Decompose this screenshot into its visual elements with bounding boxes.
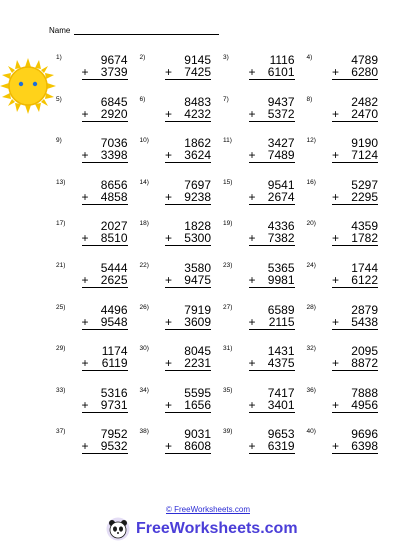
problem-number: 40) <box>306 428 316 436</box>
addend-bottom: 1782 <box>351 231 378 246</box>
addend-top: 1744 <box>351 260 378 275</box>
addend-top: 9674 <box>100 53 128 67</box>
addend-bottom-row <box>332 66 378 80</box>
addend-bottom-row <box>249 274 295 288</box>
addend-bottom: 3624 <box>184 148 211 163</box>
addend-top: 5444 <box>100 260 128 275</box>
addend-bottom: 2674 <box>267 189 295 204</box>
addend-bottom: 6101 <box>267 65 295 79</box>
plus-operator: + <box>165 314 173 329</box>
addend-bottom: 6119 <box>101 356 128 371</box>
problem-number: 36) <box>306 386 316 394</box>
addition-stack <box>332 179 378 205</box>
addend-bottom-row <box>82 108 128 122</box>
addend-bottom: 5372 <box>267 106 295 121</box>
addend-bottom-row <box>249 440 295 454</box>
addend-bottom: 7489 <box>267 148 295 163</box>
plus-operator: + <box>81 356 89 371</box>
addition-stack <box>332 262 378 288</box>
name-blank-line[interactable] <box>74 26 219 35</box>
addend-top: 6589 <box>267 302 295 317</box>
addend-bottom: 9731 <box>100 397 128 412</box>
addend-bottom: 1656 <box>184 397 211 412</box>
addend-bottom: 8608 <box>184 439 211 454</box>
panda-logo-icon <box>106 517 130 541</box>
addend-bottom: 3609 <box>184 314 211 329</box>
addend-bottom: 6122 <box>351 272 378 287</box>
problem-8 <box>305 94 389 136</box>
problem-38 <box>138 426 222 468</box>
addend-bottom-row <box>165 232 211 246</box>
addend-bottom-row <box>332 108 378 122</box>
plus-operator: + <box>248 439 256 454</box>
addition-stack <box>165 304 211 330</box>
addend-bottom-row <box>82 191 128 205</box>
problem-number: 1) <box>56 54 62 61</box>
addition-stack <box>165 179 211 205</box>
problem-17 <box>54 218 138 260</box>
addend-top: 2095 <box>351 344 378 359</box>
addend-bottom-row <box>165 191 211 205</box>
problem-number: 23) <box>223 261 233 269</box>
problem-number: 2) <box>139 54 146 61</box>
plus-operator: + <box>165 148 173 163</box>
problem-number: 21) <box>56 261 66 269</box>
addition-stack <box>82 220 128 246</box>
problem-grid <box>54 52 388 468</box>
problem-15 <box>221 177 305 219</box>
problem-number: 32) <box>306 345 316 353</box>
addition-stack <box>165 262 211 288</box>
addition-stack <box>332 137 378 163</box>
problem-number: 24) <box>306 261 316 269</box>
plus-operator: + <box>332 65 340 79</box>
plus-operator: + <box>165 439 173 454</box>
addition-stack <box>249 428 295 454</box>
addend-bottom: 2115 <box>268 314 295 329</box>
addition-stack <box>165 137 211 163</box>
addend-bottom: 2470 <box>351 106 378 121</box>
problem-32 <box>305 343 389 385</box>
problem-number: 7) <box>223 95 229 103</box>
addend-top: 7919 <box>184 302 211 317</box>
problem-1 <box>54 52 138 94</box>
addend-bottom-row <box>82 66 128 80</box>
addend-top: 1116 <box>269 53 295 67</box>
addition-stack <box>165 428 211 454</box>
addend-bottom: 8510 <box>100 231 128 246</box>
problem-29 <box>54 343 138 385</box>
addend-bottom: 3401 <box>267 397 295 412</box>
plus-operator: + <box>332 148 340 163</box>
addition-stack <box>249 54 295 80</box>
problem-number: 11) <box>223 137 232 145</box>
addition-stack <box>82 179 128 205</box>
addend-top: 6845 <box>100 94 128 109</box>
problem-23 <box>221 260 305 302</box>
problem-14 <box>138 177 222 219</box>
addend-top: 9696 <box>351 427 378 442</box>
plus-operator: + <box>165 231 173 246</box>
problem-9 <box>54 135 138 177</box>
problem-number: 37) <box>56 428 66 436</box>
addend-bottom-row <box>165 399 211 413</box>
problem-18 <box>138 218 222 260</box>
addend-top: 9190 <box>351 136 378 151</box>
addend-bottom: 7425 <box>184 65 211 79</box>
addend-bottom-row <box>332 149 378 163</box>
problem-27 <box>221 302 305 344</box>
addition-stack <box>249 220 295 246</box>
problem-34 <box>138 385 222 427</box>
addition-stack <box>82 96 128 122</box>
addend-top: 5365 <box>267 260 295 275</box>
addend-top: 1174 <box>101 344 128 359</box>
plus-operator: + <box>165 356 173 371</box>
addend-bottom: 8872 <box>351 356 378 371</box>
addend-top: 9653 <box>267 427 295 442</box>
problem-number: 27) <box>223 303 233 311</box>
addend-top: 7888 <box>351 385 378 400</box>
addend-top: 7952 <box>100 427 128 442</box>
addend-bottom-row <box>165 149 211 163</box>
addition-stack <box>249 262 295 288</box>
problem-12 <box>305 135 389 177</box>
addend-top: 2027 <box>100 219 128 234</box>
addend-top: 7036 <box>100 136 128 151</box>
addend-top: 4336 <box>267 219 295 234</box>
addend-bottom: 4858 <box>100 189 128 204</box>
addition-stack <box>249 137 295 163</box>
addend-bottom-row <box>249 357 295 371</box>
problem-31 <box>221 343 305 385</box>
addend-bottom-row <box>165 66 211 80</box>
addition-stack <box>82 262 128 288</box>
problem-number: 20) <box>306 220 316 228</box>
addend-bottom: 2625 <box>100 272 128 287</box>
addition-stack <box>332 220 378 246</box>
problem-28 <box>305 302 389 344</box>
problem-13 <box>54 177 138 219</box>
addition-stack <box>249 179 295 205</box>
addend-bottom-row <box>332 440 378 454</box>
problem-36 <box>305 385 389 427</box>
problem-30 <box>138 343 222 385</box>
addend-bottom: 4232 <box>184 106 211 121</box>
problem-number: 3) <box>223 54 229 61</box>
plus-operator: + <box>332 356 340 371</box>
name-field <box>49 26 219 35</box>
copyright-link[interactable]: © FreeWorksheets.com <box>166 505 250 514</box>
plus-operator: + <box>165 189 173 204</box>
addend-bottom: 4375 <box>267 356 295 371</box>
brand-logo[interactable] <box>106 517 298 541</box>
addend-bottom: 6398 <box>351 439 378 454</box>
problem-number: 15) <box>223 178 233 186</box>
addend-bottom: 7124 <box>351 148 378 163</box>
problem-number: 33) <box>56 386 66 394</box>
addend-bottom: 7382 <box>267 231 295 246</box>
addend-bottom-row <box>165 274 211 288</box>
addend-bottom-row <box>249 66 295 80</box>
addend-bottom: 9981 <box>267 272 295 287</box>
problem-5 <box>54 94 138 136</box>
problem-number: 28) <box>306 303 316 311</box>
addition-stack <box>165 220 211 246</box>
plus-operator: + <box>165 397 173 412</box>
problem-number: 29) <box>56 345 66 353</box>
plus-operator: + <box>332 314 340 329</box>
problem-number: 25) <box>56 303 66 311</box>
addend-bottom-row <box>332 399 378 413</box>
addend-bottom-row <box>82 232 128 246</box>
addition-stack <box>332 428 378 454</box>
addend-top: 9437 <box>267 94 295 109</box>
problem-25 <box>54 302 138 344</box>
plus-operator: + <box>81 397 89 412</box>
addend-bottom-row <box>249 149 295 163</box>
addend-top: 5297 <box>351 177 378 192</box>
problem-11 <box>221 135 305 177</box>
plus-operator: + <box>332 439 340 454</box>
addend-top: 9031 <box>184 427 211 442</box>
problem-number: 5) <box>56 95 62 103</box>
addend-bottom-row <box>165 316 211 330</box>
addend-top: 8483 <box>184 94 211 109</box>
addition-stack <box>249 345 295 371</box>
addition-stack <box>332 304 378 330</box>
addend-bottom-row <box>165 357 211 371</box>
plus-operator: + <box>81 272 89 287</box>
brand-name: FreeWorksheets.com <box>136 520 298 537</box>
problem-7 <box>221 94 305 136</box>
addend-bottom: 2231 <box>184 356 211 371</box>
addend-bottom: 9548 <box>100 314 128 329</box>
plus-operator: + <box>165 272 173 287</box>
plus-operator: + <box>248 231 256 246</box>
sun-icon <box>0 58 56 114</box>
addend-bottom-row <box>249 108 295 122</box>
problem-4 <box>305 52 389 94</box>
addend-top: 1862 <box>184 136 211 151</box>
addend-bottom: 4956 <box>351 397 378 412</box>
addend-top: 2482 <box>351 94 378 109</box>
addition-stack <box>332 96 378 122</box>
addend-top: 3580 <box>184 260 211 275</box>
problem-number: 38) <box>139 428 149 436</box>
plus-operator: + <box>248 272 256 287</box>
name-label: Name <box>49 26 71 35</box>
problem-40 <box>305 426 389 468</box>
problem-26 <box>138 302 222 344</box>
problem-number: 13) <box>56 178 66 186</box>
addend-bottom-row <box>332 357 378 371</box>
addend-top: 3427 <box>267 136 295 151</box>
problem-number: 10) <box>139 137 149 145</box>
problem-number: 14) <box>139 178 149 186</box>
addition-stack <box>82 54 128 80</box>
problem-19 <box>221 218 305 260</box>
plus-operator: + <box>81 314 89 329</box>
problem-number: 17) <box>56 220 66 228</box>
plus-operator: + <box>248 314 256 329</box>
plus-operator: + <box>81 439 89 454</box>
addend-bottom: 6319 <box>267 439 295 454</box>
addend-top: 1431 <box>267 344 295 359</box>
addend-bottom: 2295 <box>351 189 378 204</box>
plus-operator: + <box>248 189 256 204</box>
addend-bottom-row <box>332 191 378 205</box>
addend-top: 4496 <box>100 302 128 317</box>
addition-stack <box>82 345 128 371</box>
problem-6 <box>138 94 222 136</box>
plus-operator: + <box>165 106 173 121</box>
problem-number: 12) <box>306 137 316 145</box>
plus-operator: + <box>81 189 89 204</box>
addend-bottom-row <box>82 357 128 371</box>
problem-number: 18) <box>139 220 149 228</box>
addend-bottom: 9532 <box>100 439 128 454</box>
addend-bottom-row <box>249 232 295 246</box>
plus-operator: + <box>248 106 256 121</box>
addend-bottom: 3739 <box>100 65 128 79</box>
problem-39 <box>221 426 305 468</box>
addition-stack <box>249 387 295 413</box>
addend-bottom-row <box>82 274 128 288</box>
plus-operator: + <box>332 189 340 204</box>
plus-operator: + <box>332 106 340 121</box>
plus-operator: + <box>165 65 173 79</box>
addend-top: 5595 <box>184 385 211 400</box>
addend-bottom: 2920 <box>100 106 128 121</box>
addend-bottom-row <box>165 108 211 122</box>
addend-top: 7417 <box>267 385 295 400</box>
addition-stack <box>82 137 128 163</box>
problem-number: 30) <box>139 345 149 353</box>
plus-operator: + <box>332 397 340 412</box>
addition-stack <box>82 387 128 413</box>
addend-top: 9541 <box>267 177 295 192</box>
plus-operator: + <box>332 272 340 287</box>
addend-top: 4789 <box>351 53 378 67</box>
addition-stack <box>165 54 211 80</box>
plus-operator: + <box>332 231 340 246</box>
addend-top: 4359 <box>351 219 378 234</box>
problem-24 <box>305 260 389 302</box>
plus-operator: + <box>248 356 256 371</box>
addend-bottom-row <box>332 316 378 330</box>
addend-top: 9145 <box>184 53 211 67</box>
addend-bottom: 5438 <box>351 314 378 329</box>
addend-bottom-row <box>332 274 378 288</box>
addend-bottom: 5300 <box>184 231 211 246</box>
addition-stack <box>249 96 295 122</box>
addend-bottom: 9475 <box>184 272 211 287</box>
addition-stack <box>165 387 211 413</box>
problem-number: 19) <box>223 220 233 228</box>
problem-number: 22) <box>139 261 149 269</box>
problem-number: 39) <box>223 428 233 436</box>
addend-bottom: 3398 <box>100 148 128 163</box>
problem-number: 6) <box>139 95 146 103</box>
addend-bottom-row <box>82 440 128 454</box>
addend-top: 8656 <box>100 177 128 192</box>
problem-22 <box>138 260 222 302</box>
addend-top: 1828 <box>184 219 211 234</box>
problem-number: 31) <box>223 345 233 353</box>
problem-number: 4) <box>306 54 313 61</box>
problem-number: 34) <box>139 386 149 394</box>
problem-number: 35) <box>223 386 233 394</box>
addend-bottom-row <box>249 316 295 330</box>
addend-bottom-row <box>82 316 128 330</box>
addend-top: 5316 <box>100 385 128 400</box>
plus-operator: + <box>248 397 256 412</box>
addition-stack <box>249 304 295 330</box>
addend-bottom: 9238 <box>184 189 211 204</box>
problem-3 <box>221 52 305 94</box>
addend-bottom-row <box>332 232 378 246</box>
problem-33 <box>54 385 138 427</box>
addend-top: 8045 <box>184 344 211 359</box>
addition-stack <box>82 428 128 454</box>
addend-top: 7697 <box>184 177 211 192</box>
problem-number: 9) <box>56 137 62 145</box>
addition-stack <box>332 345 378 371</box>
problem-number: 26) <box>139 303 149 311</box>
addend-top: 2879 <box>351 302 378 317</box>
problem-20 <box>305 218 389 260</box>
addend-bottom-row <box>165 440 211 454</box>
problem-16 <box>305 177 389 219</box>
problem-number: 8) <box>306 95 313 103</box>
addend-bottom-row <box>82 399 128 413</box>
plus-operator: + <box>248 65 256 79</box>
addition-stack <box>165 345 211 371</box>
plus-operator: + <box>81 65 89 79</box>
problem-2 <box>138 52 222 94</box>
addition-stack <box>332 54 378 80</box>
addend-bottom: 6280 <box>351 65 378 79</box>
addition-stack <box>165 96 211 122</box>
plus-operator: + <box>81 106 89 121</box>
addend-bottom-row <box>249 191 295 205</box>
problem-35 <box>221 385 305 427</box>
addend-bottom-row <box>82 149 128 163</box>
problem-number: 16) <box>306 178 316 186</box>
problem-37 <box>54 426 138 468</box>
plus-operator: + <box>81 231 89 246</box>
addend-bottom-row <box>249 399 295 413</box>
addition-stack <box>82 304 128 330</box>
plus-operator: + <box>248 148 256 163</box>
plus-operator: + <box>81 148 89 163</box>
addition-stack <box>332 387 378 413</box>
problem-21 <box>54 260 138 302</box>
problem-10 <box>138 135 222 177</box>
